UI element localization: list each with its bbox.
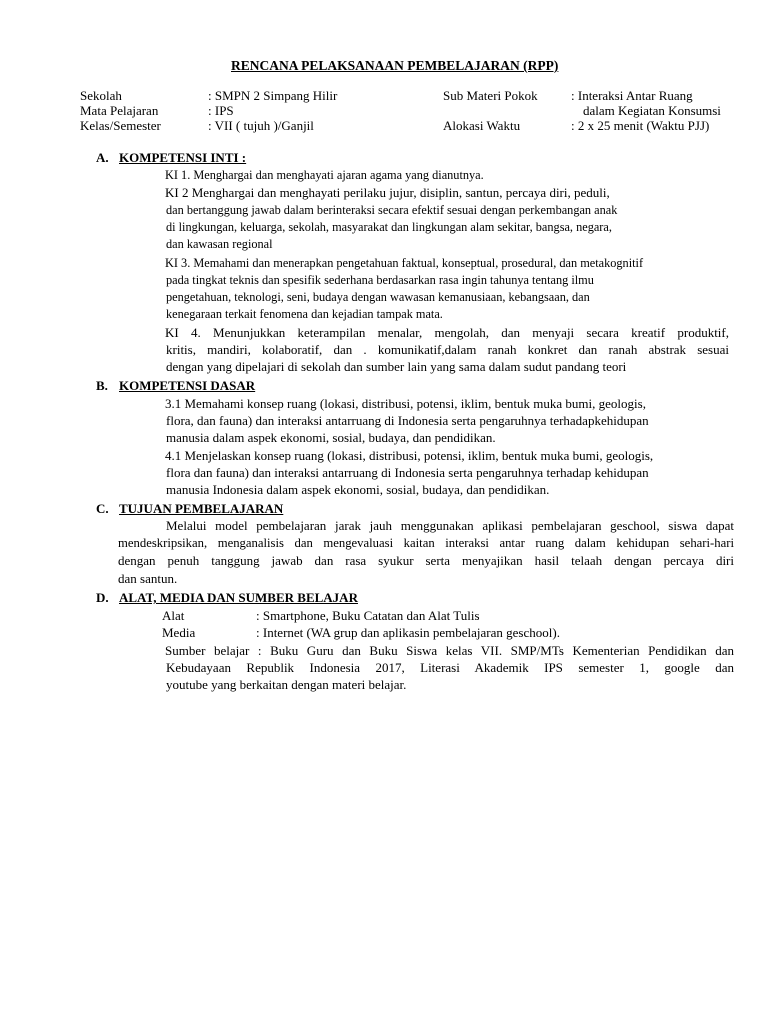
- document-title: RENCANA PELAKSANAAN PEMBELAJARAN (RPP): [231, 58, 559, 73]
- section-c-title: TUJUAN PEMBELAJARAN: [119, 501, 284, 516]
- ki3-line: kenegaraan terkait fenomena dan kejadian tampak mata.: [166, 307, 443, 321]
- ki2-line: di lingkungan, keluarga, sekolah, masyarakat dan lingkungan alam sekitar, bangsa, negara,: [166, 220, 612, 234]
- ki4-line: kritis, mandiri, kolaboratif, dan . komunikatif,dalam ranah konkret dan ranah abstrak sesuai: [166, 342, 729, 357]
- section-d-letter: D.: [96, 590, 109, 605]
- ki4-line: KI 4. Menunjukkan keterampilan menalar, mengolah, dan menyaji secara kreatif produktif,: [165, 325, 729, 340]
- kd31-line: manusia dalam aspek ekonomi, sosial, budaya, dan pendidikan.: [166, 430, 496, 445]
- section-a-title: KOMPETENSI INTI :: [119, 150, 247, 165]
- tujuan-line: dan santun.: [118, 571, 178, 586]
- kd41-line: flora dan fauna) dan interaksi antarruang di Indonesia serta pengaruhnya terhadap kehidupan: [166, 465, 649, 480]
- tujuan-line: dengan penuh tanggung jawab dan rasa syukur serta menyajikan hasil telaah dengan percaya diri: [118, 553, 734, 568]
- alat-value: : Smartphone, Buku Catatan dan Alat Tulis: [256, 608, 480, 623]
- school-value: : SMPN 2 Simpang Hilir: [208, 88, 338, 103]
- class-value: : VII ( tujuh )/Ganjil: [208, 118, 314, 133]
- sumber-line: Kebudayaan Republik Indonesia 2017, Literasi Akademik IPS semester 1, google dan: [166, 660, 734, 675]
- ki2-line: KI 2 Menghargai dan menghayati perilaku jujur, disiplin, santun, percaya diri, peduli,: [165, 185, 610, 200]
- section-c-letter: C.: [96, 501, 109, 516]
- ki3-line: KI 3. Memahami dan menerapkan pengetahuan faktual, konseptual, prosedural, dan metakognitif: [165, 256, 644, 270]
- section-d-title: ALAT, MEDIA DAN SUMBER BELAJAR: [119, 590, 358, 605]
- tujuan-line: mendeskripsikan, menganalisis dan mengevaluasi kaitan interaksi antar ruang dalam kehidupan sehari-hari: [118, 536, 734, 550]
- class-label: Kelas/Semester: [80, 118, 161, 133]
- school-label: Sekolah: [80, 88, 122, 103]
- section-b-letter: B.: [96, 378, 108, 393]
- kd41-line: 4.1 Menjelaskan konsep ruang (lokasi, distribusi, potensi, iklim, bentuk muka bumi, geologis,: [165, 448, 654, 463]
- ki3-line: pengetahuan, teknologi, seni, budaya dengan wawasan kemanusiaan, kebangsaan, dan: [166, 290, 590, 304]
- kd41-line: manusia Indonesia dalam aspek ekonomi, sosial, budaya, dan pendidikan.: [166, 482, 550, 497]
- subject-value: : IPS: [208, 103, 234, 118]
- time-value: : 2 x 25 menit (Waktu PJJ): [571, 118, 710, 133]
- sumber-line: youtube yang berkaitan dengan materi belajar.: [166, 677, 407, 692]
- subject-label: Mata Pelajaran: [80, 103, 159, 118]
- sumber-line: Sumber belajar : Buku Guru dan Buku Siswa kelas VII. SMP/MTs Kementerian Pendidikan dan: [165, 643, 734, 658]
- time-label: Alokasi Waktu: [443, 118, 521, 133]
- ki4-line: dengan yang dipelajari di sekolah dan sumber lain yang sama dalam sudut pandang teori: [166, 359, 627, 374]
- alat-label: Alat: [162, 608, 185, 623]
- kd31-line: flora, dan fauna) dan interaksi antarruang di Indonesia serta pengaruhnya terhadapkehidupan: [166, 413, 649, 428]
- ki1-text: KI 1. Menghargai dan menghayati ajaran agama yang dianutnya.: [165, 168, 484, 182]
- section-a-letter: A.: [96, 150, 109, 165]
- ki2-line: dan kawasan regional: [166, 237, 273, 251]
- kd31-line: 3.1 Memahami konsep ruang (lokasi, distribusi, potensi, iklim, bentuk muka bumi, geologis,: [165, 396, 646, 411]
- media-label: Media: [162, 625, 196, 640]
- ki3-line: pada tingkat teknis dan spesifik sederhana berdasarkan rasa ingin tahunya tentang ilmu: [166, 273, 594, 287]
- tujuan-line: Melalui model pembelajaran jarak jauh menggunakan aplikasi pembelajaran geschool, siswa dapat: [166, 518, 734, 533]
- submateri-label: Sub Materi Pokok: [443, 88, 538, 103]
- submateri-value-cont: dalam Kegiatan Konsumsi: [583, 103, 721, 118]
- submateri-value: : Interaksi Antar Ruang: [571, 88, 693, 103]
- ki2-line: dan bertanggung jawab dalam berinteraksi secara efektif sesuai dengan perkembangan anak: [166, 203, 618, 217]
- media-value: : Internet (WA grup dan aplikasin pembelajaran geschool).: [256, 625, 560, 640]
- section-b-title: KOMPETENSI DASAR: [119, 378, 256, 393]
